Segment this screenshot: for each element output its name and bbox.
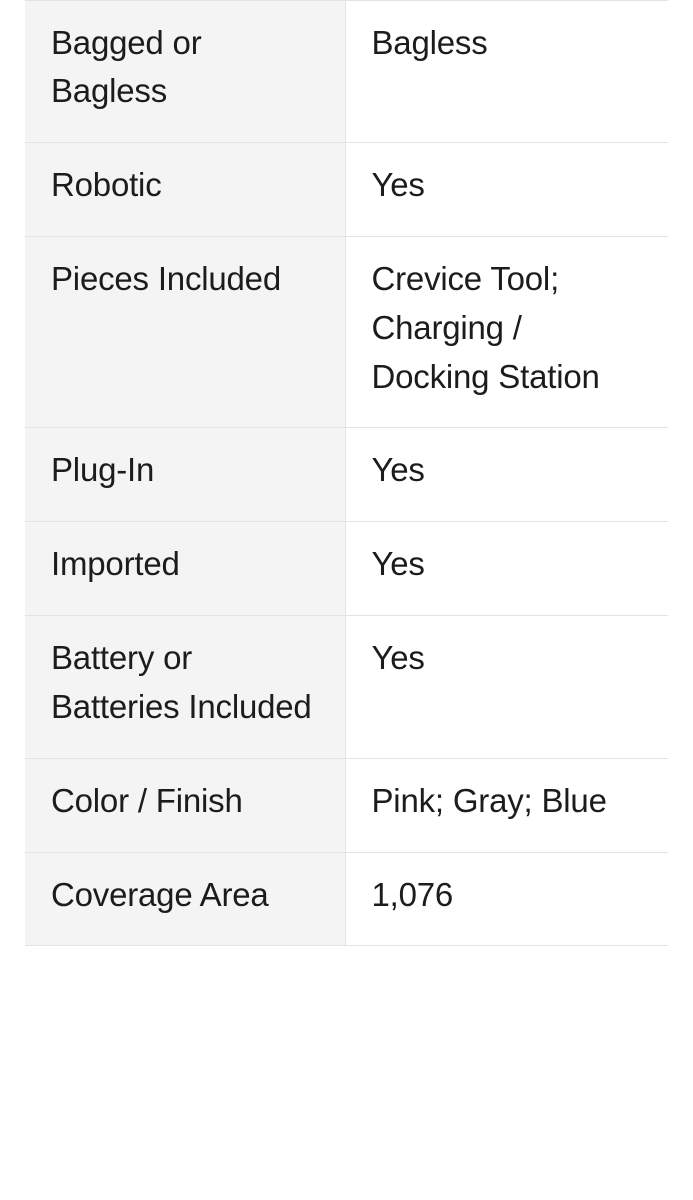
spec-label-robotic: Robotic bbox=[25, 143, 345, 237]
table-row bbox=[25, 852, 668, 946]
spec-value-pieces-included: Crevice Tool; Charging / Docking Station bbox=[345, 236, 668, 427]
spec-label-imported: Imported bbox=[25, 522, 345, 616]
spec-value-battery-included: Yes bbox=[345, 616, 668, 759]
spec-value-color-finish: Pink; Gray; Blue bbox=[345, 758, 668, 852]
table-row bbox=[25, 428, 668, 522]
spec-value-imported: Yes bbox=[345, 522, 668, 616]
spec-label-plug-in: Plug-In bbox=[25, 428, 345, 522]
spec-label-coverage-area: Coverage Area bbox=[25, 852, 345, 946]
table-row bbox=[25, 522, 668, 616]
table-row bbox=[25, 616, 668, 759]
spec-label-pieces-included: Pieces Included bbox=[25, 236, 345, 427]
spec-label-color-finish: Color / Finish bbox=[25, 758, 345, 852]
spec-table-body bbox=[25, 0, 668, 946]
spec-label-battery-included: Battery or Batteries Included bbox=[25, 616, 345, 759]
table-row bbox=[25, 0, 668, 143]
spec-value-bagged-or-bagless: Bagless bbox=[345, 0, 668, 143]
product-specifications-table bbox=[25, 0, 668, 946]
table-row bbox=[25, 758, 668, 852]
table-row bbox=[25, 236, 668, 427]
spec-value-plug-in: Yes bbox=[345, 428, 668, 522]
spec-label-bagged-or-bagless: Bagged or Bagless bbox=[25, 0, 345, 143]
table-row bbox=[25, 143, 668, 237]
spec-value-coverage-area: 1,076 bbox=[345, 852, 668, 946]
spec-value-robotic: Yes bbox=[345, 143, 668, 237]
